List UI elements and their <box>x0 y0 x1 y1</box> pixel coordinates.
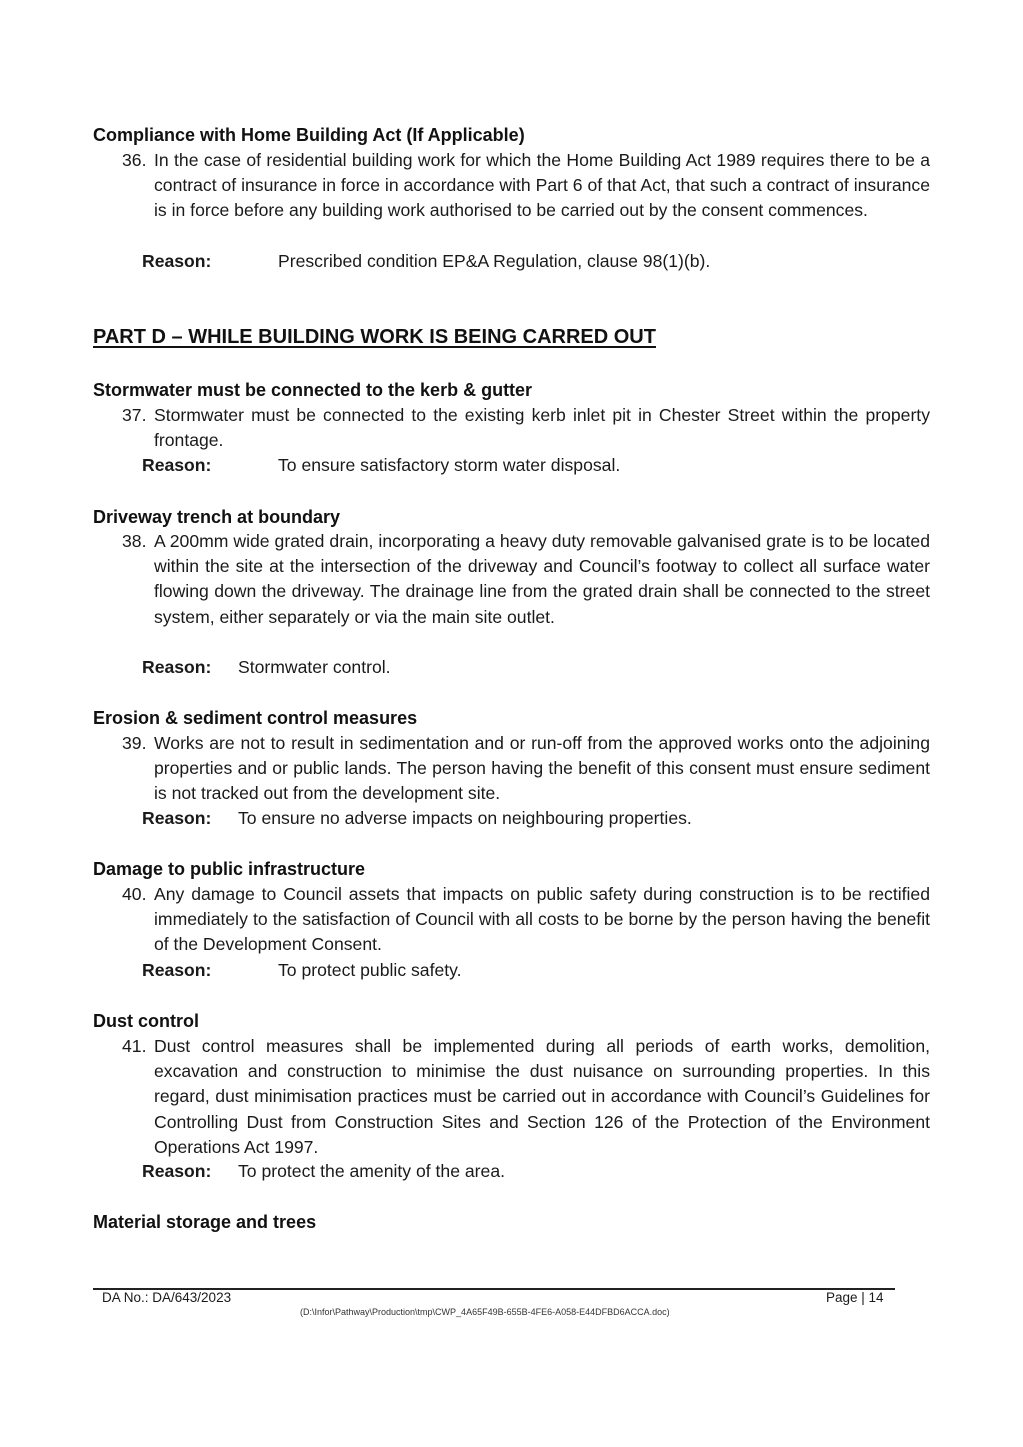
reason-label: Reason: <box>142 251 212 271</box>
reason-label: Reason: <box>142 808 212 828</box>
reason-text: To protect public safety. <box>278 960 462 980</box>
part-d-title: PART D – WHILE BUILDING WORK IS BEING CARRED OUT <box>93 326 656 348</box>
condition-text: Any damage to Council assets that impacts on public safety during construction is to be rectified immediately to the satisfaction of Council with all costs to be borne by the person having the benefit of the Development Consent. <box>154 884 930 955</box>
reason-text: To ensure no adverse impacts on neighbouring properties. <box>238 808 692 828</box>
condition-number: 36. <box>122 150 147 170</box>
footer-da-number: DA No.: DA/643/2023 <box>102 1290 232 1305</box>
condition-36 <box>122 148 930 224</box>
section-heading-public-infrastructure: Damage to public infrastructure <box>93 859 366 879</box>
reason-text: To protect the amenity of the area. <box>238 1161 505 1181</box>
section-heading-stormwater: Stormwater must be connected to the kerb & gutter <box>93 380 533 400</box>
condition-number: 41. <box>122 1036 147 1056</box>
condition-37 <box>122 403 930 453</box>
condition-number: 37. <box>122 405 147 425</box>
condition-text: Works are not to result in sedimentation and or run-off from the approved works onto the adjoining properties and or public lands. The person having the benefit of this consent must ensure sediment is not tracked out from the development site. <box>154 733 930 804</box>
condition-number: 38. <box>122 531 147 551</box>
condition-text: In the case of residential building work for which the Home Building Act 1989 requires there to be a contract of insurance in force in accordance with Part 6 of that Act, that such a contract of insurance is in force before any building work authorised to be carried out by the consent commences. <box>154 150 930 221</box>
reason-label: Reason: <box>142 960 212 980</box>
reason-label: Reason: <box>142 657 212 677</box>
reason-label: Reason: <box>142 455 212 475</box>
condition-number: 39. <box>122 733 147 753</box>
reason-label: Reason: <box>142 1161 212 1181</box>
condition-text: A 200mm wide grated drain, incorporating a heavy duty removable galvanised grate is to be located within the site at the intersection of the driveway and Council’s footway to collect all surface water flowing down the driveway. The drainage line from the grated drain shall be connected to the street system, either separately or via the main site outlet. <box>154 531 930 627</box>
condition-40 <box>122 882 930 958</box>
section-heading-dust-control: Dust control <box>93 1011 199 1031</box>
section-heading-material-storage: Material storage and trees <box>93 1212 317 1232</box>
reason-text: To ensure satisfactory storm water disposal. <box>278 455 621 475</box>
condition-text: Dust control measures shall be implemented during all periods of earth works, demolition, excavation and construction to minimise the dust nuisance on surrounding properties. In this regard, dust minimisation practices must be carried out in accordance with Council’s Guidelines for Controlling Dust from Construction Sites and Section 126 of the Protection of the Environment Operations Act 1997. <box>154 1036 930 1157</box>
section-heading-erosion-sediment: Erosion & sediment control measures <box>93 708 418 728</box>
footer-file-path: (D:\Infor\Pathway\Production\tmp\CWP_4A65F49B-655B-4FE6-A058-E44DFBD6ACCA.doc) <box>300 1307 670 1317</box>
condition-number: 40. <box>122 884 147 904</box>
reason-text: Prescribed condition EP&A Regulation, clause 98(1)(b). <box>278 251 711 271</box>
condition-38 <box>122 529 930 630</box>
section-heading-home-building-act: Compliance with Home Building Act (If Applicable) <box>93 125 525 145</box>
section-heading-driveway-trench: Driveway trench at boundary <box>93 507 341 527</box>
condition-text: Stormwater must be connected to the existing kerb inlet pit in Chester Street within the property frontage. <box>154 405 930 451</box>
condition-39 <box>122 731 930 807</box>
footer-page-number: Page | 14 <box>826 1290 884 1305</box>
reason-text: Stormwater control. <box>238 657 391 677</box>
condition-41 <box>122 1034 930 1160</box>
